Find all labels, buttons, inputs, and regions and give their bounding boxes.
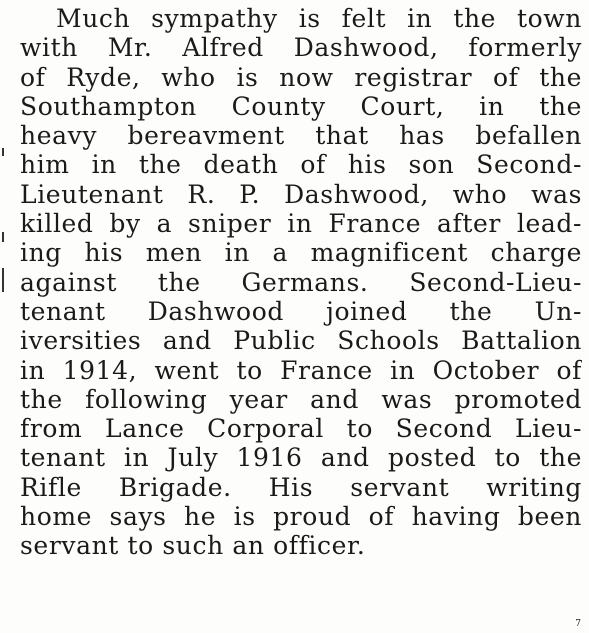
article-line: servant to such an officer. [20,531,366,561]
article-line: home says he is proud of having been [20,502,582,532]
left-edge-mark [2,268,4,292]
article-line: iversities and Public Schools Battalion [20,326,582,356]
left-edge-mark [2,148,4,156]
article-line: the following year and was promoted [20,384,582,414]
article-line: heavy bereavment that has befallen [20,121,582,151]
article-line: tenant in July 1916 and posted to the [20,443,582,473]
article-line: Lieutenant R. P. Dashwood, who was [20,179,582,209]
article-line: with Mr. Alfred Dashwood, formerly [20,33,582,63]
article-line: from Lance Corporal to Second Lieu- [20,414,582,444]
left-edge-mark [2,232,4,242]
article-line: Southampton County Court, in the [20,91,582,121]
article-line: in 1914, went to France in October of [20,355,582,385]
article-line: ing his men in a magnificent charge [20,238,582,268]
page-mark: 7 [575,619,581,629]
article-line: Rifle Brigade. His servant writing [20,472,582,502]
article-line: him in the death of his son Second- [20,150,582,180]
article-line: against the Germans. Second-Lieu- [20,267,582,297]
article-line: Much sympathy is felt in the town [56,4,582,33]
article-line: of Ryde, who is now registrar of the [20,62,582,92]
article-line: tenant Dashwood joined the Un- [20,296,582,326]
article-text [20,4,582,561]
article-line: killed by a sniper in France after lead- [20,209,582,239]
